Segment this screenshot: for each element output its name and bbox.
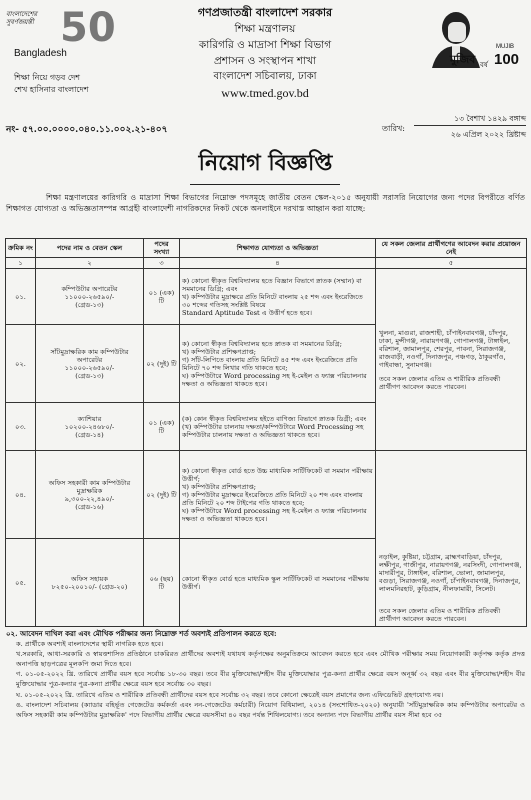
row-count: ০১ (এক) টি bbox=[144, 403, 180, 451]
condition-ka: ক. প্রার্থীকে অবশ্যই বাংলাদেশের স্থায়ী নাগরিক হতে হবে। bbox=[16, 639, 164, 648]
post-name: ক্যাশিয়ার bbox=[77, 414, 102, 423]
jubilee-caption: Bangladesh bbox=[14, 48, 67, 59]
memo-number: নং- ৫৭.০০.০০০০.০৪০.১১.০০২.২১-৪০৭ bbox=[6, 125, 168, 135]
col-header-serial: ক্রমিক নং bbox=[6, 239, 36, 258]
row-qualification bbox=[180, 403, 376, 451]
letterhead bbox=[145, 5, 385, 101]
condition-kha: খ.সরকারি, আধা-সরকারি ও স্বায়ত্তশাসিত প্রতিষ্ঠানে চাকরিরত প্রার্থীদের অবশ্যই যথাযথ কর্তৃপক্ষের অনুমতিক্রমে আবেদন করতে হবে এবং মৌখিক পরীক্ষার সময় নিয়োগকারী কর্তৃপক্ষ কর্তৃক প্রদত্ত অনাপত্তি ছাড়পত্রের মূলকপি জমা দিতে হবে। bbox=[16, 650, 525, 668]
positions-table bbox=[5, 238, 527, 627]
secretariat-address: বাংলাদেশ সচিবালয়, ঢাকা bbox=[213, 71, 317, 82]
hundred-text: 100 bbox=[494, 51, 520, 68]
pay-scale: ৯,৩০০-২২,৪৯০/- bbox=[64, 494, 115, 503]
qual-item: খ) কম্পিউটার প্রশিক্ষণপ্রাপ্ত; bbox=[182, 347, 257, 356]
district-list: খুলনা, মাগুরা, রাজশাহী, চাঁপাইনবাবগঞ্জ, চাঁদপুর, ঢাকা, মুন্সীগঞ্জ, নারায়ণগঞ্জ, গোপালগঞ্জ, টাঙ্গাইল, বরিশাল, জামালপুর, শেরপুর, পাবনা, সিরাজগঞ্জ, রাজবাড়ী, নওগাঁ, দিনাজপুর, পঞ্চগড়, ঠাকুরগাঁও, গাইবান্ধা, সুনামগঞ্জ। bbox=[379, 328, 511, 369]
pay-grade: (গ্রেড-১৪) bbox=[75, 430, 104, 439]
pay-scale: ৮২৫০-২০০১০/- (গ্রেড-২০) bbox=[51, 582, 128, 591]
date-label: তারিখ: bbox=[382, 124, 405, 133]
pay-scale: ১১০০০-২৬৫৯০/- bbox=[64, 292, 115, 301]
mujib-borsho-logo bbox=[418, 6, 526, 76]
districts-cell-2 bbox=[376, 451, 527, 627]
col-number: ১ bbox=[6, 258, 36, 269]
qual-item: (ক) কোন স্বীকৃত বিশ্ববিদ্যালয় হইতে বাণিজ্য বিভাগে স্নাতক ডিগ্রী; এবং bbox=[182, 414, 367, 423]
golden-jubilee-logo bbox=[6, 6, 126, 72]
branch-name: প্রশাসন ও সংস্থাপন শাখা bbox=[213, 55, 317, 67]
qual-item: ক) কোনো স্বীকৃত বিশ্ববিদ্যালয় হতে স্নাতক বা সমমানের ডিগ্রি; bbox=[182, 339, 342, 348]
condition-uo: ঙ. বাংলাদেশ সচিবালয় (ক্যাডার বহির্ভূত গেজেটেড কর্মকর্তা এবং নন-গেজেটেড কর্মচারী) নিয়োগ বিধিমালা, ২০১৪ (সংশোধিত-২০২০) অনুযায়ী 'সাঁটমুদ্রাক্ষরিক কাম কম্পিউটার অপারেটর ও অফিস সহকারী কাম কম্পিউটার মুদ্রাক্ষরিক' পদে বিভাগীয় প্রার্থীর ক্ষেত্রে বয়সসীমা ৪০ বছর পর্যন্ত শিথিলযোগ্য। তবে অন্যান্য পদে বিভাগীয় প্রার্থীর বয়স সীমা হবে ৩৫ bbox=[16, 701, 525, 719]
pay-grade: (গ্রেড-১৬) bbox=[75, 502, 104, 511]
col-number: ৩ bbox=[144, 258, 180, 269]
date-english: ২৬ এপ্রিল ২০২২ খ্রিষ্টাব্দ bbox=[450, 130, 526, 139]
notice-title: নিয়োগ বিজ্ঞপ্তি bbox=[198, 150, 333, 176]
jubilee-number: 50 bbox=[60, 5, 116, 51]
col-header-count: পদের সংখ্যা bbox=[144, 239, 180, 258]
qual-item: ক) কোনো স্বীকৃত বোর্ড হতে উচ্চ মাধ্যমিক সার্টিফিকেট বা সমমান পরীক্ষায় উত্তীর্ণ; bbox=[182, 466, 373, 483]
post-name: অফিস সহায়ক bbox=[70, 574, 109, 583]
table-row bbox=[6, 269, 527, 325]
row-count: ০১ (এক) টি bbox=[144, 269, 180, 325]
title-underline bbox=[190, 184, 340, 185]
post-name: কম্পিউটার অপারেটর bbox=[61, 284, 118, 293]
condition-gha: ঘ. ০১-০৫-২০২২ খ্রি. তারিখে এতিম ও শারীরিক প্রতিবন্ধী প্রার্থীদের বয়স হবে সর্বোচ্চ ৩২ বছর। তবে কোনো ক্ষেত্রেই বয়স প্রমাণের জন্য এফিডেভিট গ্রহণযোগ্য নয়। bbox=[16, 690, 444, 699]
qual-item: ঘ) কম্পিউটারে Word processing সহ ই-মেইল ও ফ্যাক্স পরিচালনার দক্ষতা ও অভিজ্ঞতা থাকতে হবে। bbox=[182, 371, 367, 388]
col-header-qualification: শিক্ষাগত যোগ্যতা ও অভিজ্ঞতা bbox=[180, 239, 376, 258]
qual-item: ঘ) কম্পিউটারে Word processing সহ ই-মেইল ও ফ্যাক্স পরিচালনার দক্ষতা ও অভিজ্ঞতা থাকতে হবে। bbox=[182, 506, 367, 523]
row-qualification bbox=[180, 539, 376, 627]
row-post bbox=[36, 325, 144, 403]
post-name: অফিস সহকারী কাম কম্পিউটার মুদ্রাক্ষরিক bbox=[48, 478, 131, 495]
district-note: তবে সকল জেলার এতিম ও শারীরিক প্রতিবন্ধী প্রার্থীগণ আবেদন করতে পারবেন। bbox=[379, 607, 501, 623]
col-number: ৫ bbox=[376, 258, 527, 269]
slogan-line-1: শিক্ষা নিয়ে গড়ব দেশ bbox=[14, 73, 81, 82]
row-qualification bbox=[180, 325, 376, 403]
pay-scale: ১০২০০-২৪৬৮০/- bbox=[64, 422, 115, 431]
table-row bbox=[6, 451, 527, 539]
row-post bbox=[36, 451, 144, 539]
intro-paragraph: শিক্ষা মন্ত্রণালয়ের কারিগরি ও মাদ্রাসা শিক্ষা বিভাগের নিম্নোক্ত পদসমূহে জাতীয় বেতন স্কেল-২০১৫ অনুযায়ী সরাসরি নিয়োগের জন্য পদের বিপরীতে বর্ণিত শিক্ষাগত যোগ্যতা ও অভিজ্ঞতাসম্পন্ন আগ্রহী বাংলাদেশী নাগরিকদের নিকট থেকে অনলাইনে দরখাস্ত আহ্বান করা যাচ্ছে: bbox=[6, 193, 525, 213]
date-divider bbox=[414, 125, 526, 126]
row-count: ০২ (দুই) টি bbox=[144, 325, 180, 403]
pay-grade: (গ্রেড-১৩) bbox=[75, 300, 104, 309]
row-serial: ০৪. bbox=[6, 451, 36, 539]
district-list: নড়াইল, কুষ্টিয়া, চট্টগ্রাম, ব্রাহ্মণবাড়িয়া, চাঁদপুর, লক্ষীপুর, গাজীপুর, নারায়ণগঞ্জ, নরসিংদী, গোপালগঞ্জ, মাদারীপুর, টাঙ্গাইল, বরিশাল, ভোলা, জামালপুর, বগুড়া, সিরাজগঞ্জ, নওগাঁ, চাঁপাইনবাবগঞ্জ, দিনাজপুর, লালমনিরহাট, কুড়িগ্রাম, নীলফামারী, সিলেট। bbox=[379, 553, 522, 593]
application-conditions bbox=[6, 629, 525, 721]
website-link[interactable]: www.tmed.gov.bd bbox=[221, 86, 309, 100]
slogan-line-2: শেখ হাসিনার বাংলাদেশ bbox=[14, 85, 89, 94]
col-number: ৪ bbox=[180, 258, 376, 269]
row-post bbox=[36, 539, 144, 627]
qual-item: খ) কম্পিউটার প্রশিক্ষণপ্রাপ্ত; bbox=[182, 482, 257, 491]
mujib-text: মুজিব bbox=[450, 53, 476, 66]
jubilee-top-text: বাংলাদেশের সুবর্ণজয়ন্তী bbox=[6, 10, 38, 26]
date-bangla: ১৩ বৈশাখ ১৪২৯ বঙ্গাব্দ bbox=[454, 114, 526, 123]
qual-item: গ) কম্পিউটার মুদ্রাক্ষরে ইংরেজিতে প্রতি মিনিটে ২০ শব্দ এবং বাংলায় প্রতি মিনিটে ২০ শব্দ টাইপের গতি থাকতে হবে; bbox=[182, 490, 363, 507]
qual-item: কোনো স্বীকৃত বোর্ড হতে মাধ্যমিক স্কুল সার্টিফিকেট বা সমমানের পরীক্ষায় উত্তীর্ণ। bbox=[182, 574, 370, 591]
mujib-latin-text: MUJIB bbox=[496, 44, 514, 50]
qual-item: ক) কোনো স্বীকৃত বিশ্ববিদ্যালয় হতে বিজ্ঞান বিভাগে স্নাতক (সম্মান) বা সমমানের ডিগ্রি; এবং bbox=[182, 276, 362, 293]
row-post bbox=[36, 269, 144, 325]
col-header-districts: যে সকল জেলার প্রার্থীগণের আবেদন করার প্রয়োজন নেই bbox=[376, 239, 527, 258]
district-note: তবে সকল জেলার এতিম ও শারীরিক প্রতিবন্ধী প্রার্থীগণ আবেদন করতে পারবেন। bbox=[379, 374, 501, 391]
division-name: কারিগরি ও মাদ্রাসা শিক্ষা বিভাগ bbox=[198, 39, 332, 51]
qual-item: খ) কম্পিউটার মুদ্রাক্ষরে প্রতি মিনিটে বাংলায় ২৫ শব্দ এবং ইংরেজিতে ৩০ শব্দের গতিসহ সংশ্লিষ্ট বিষয়ে bbox=[182, 292, 363, 309]
col-number: ২ bbox=[36, 258, 144, 269]
borsho-text: বর্ষ bbox=[480, 61, 488, 69]
qual-item: গ) সাঁট-লিপিতে বাংলায় প্রতি মিনিটে ৪৫ শব্দ এবং ইংরেজিতে প্রতি মিনিটে ৭০ শব্দ লিখার গতি থাকতে হবে; bbox=[182, 355, 358, 372]
row-count: ০৬ (ছয়) টি bbox=[144, 539, 180, 627]
pay-grade: (গ্রেড-১৩) bbox=[75, 371, 104, 380]
row-qualification bbox=[180, 451, 376, 539]
row-serial: ০২. bbox=[6, 325, 36, 403]
row-qualification bbox=[180, 269, 376, 325]
ministry-name: শিক্ষা মন্ত্রণালয় bbox=[234, 23, 296, 35]
districts-cell-1 bbox=[376, 269, 527, 451]
conditions-heading: ০২. আবেদন দাখিল করা এবং মৌখিক পরীক্ষার জন্য নিম্নোক্ত শর্ত অবশ্যই প্রতিপালন করতে হবে: bbox=[6, 629, 277, 638]
row-count: ০২ (দুই) টি bbox=[144, 451, 180, 539]
row-serial: ০১. bbox=[6, 269, 36, 325]
row-serial: ০৫. bbox=[6, 539, 36, 627]
col-header-post: পদের নাম ও বেতন স্কেল bbox=[36, 239, 144, 258]
condition-ga: গ. ০১-০৫-২০২২ খ্রি. তারিখে প্রার্থীর বয়স হবে সর্বোচ্চ ১৮-৩০ বছর। তবে বীর মুক্তিযোদ্ধা/শহীদ বীর মুক্তিযোদ্ধার পুত্র-কন্যা প্রার্থীর ক্ষেত্রে বয়স অনূর্ধ্ব ৩২ বছর এবং বীর মুক্তিযোদ্ধা/শহীদ বীর মুক্তিযোদ্ধার পুত্র-কন্যার পুত্র-কন্যা প্রার্থীর ক্ষেত্রে বয়স হবে সর্বোচ্চ ৩০ বছর। bbox=[16, 670, 525, 688]
pay-scale: ১১০০০-২৬৫৯০/- bbox=[64, 363, 115, 372]
government-name: গণপ্রজাতন্ত্রী বাংলাদেশ সরকার bbox=[197, 6, 333, 19]
qual-item: Standard Aptitude Test এ উত্তীর্ণ হতে হবে। bbox=[182, 308, 312, 317]
row-post bbox=[36, 403, 144, 451]
row-serial: ০৩. bbox=[6, 403, 36, 451]
post-name: সাঁটমুদ্রাক্ষরিক কাম কম্পিউটার অপারেটর bbox=[50, 347, 129, 364]
qual-item: (খ) কম্পিউটার চালনায় দক্ষতা/কম্পিউটারে Word Processing সহ কম্পিউটার চালনায় দক্ষতা ও অভিজ্ঞতা থাকতে হবে। bbox=[182, 422, 364, 439]
